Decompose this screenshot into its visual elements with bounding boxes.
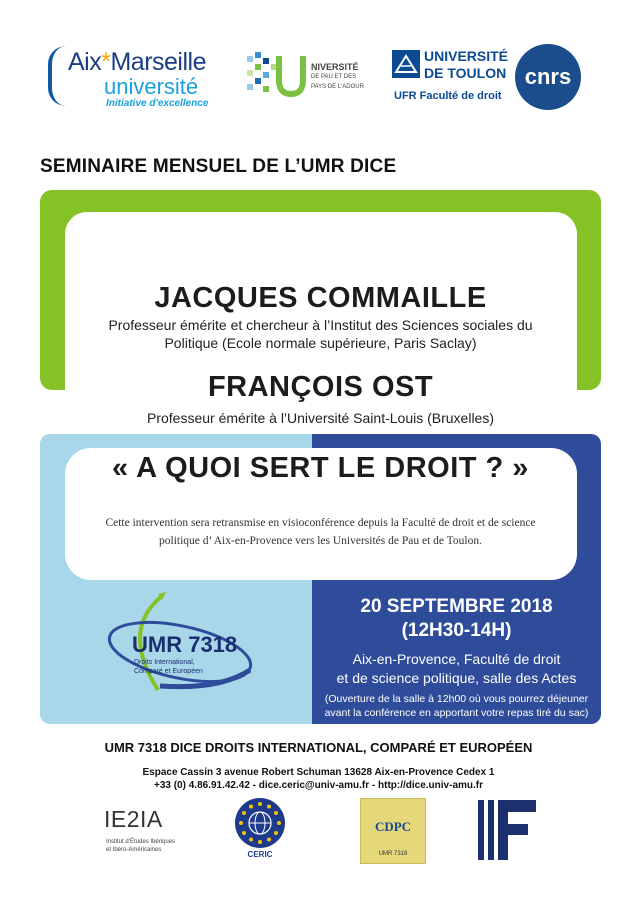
cdpc-logo — [360, 798, 426, 864]
amu-logo-aix: Aix — [68, 48, 102, 76]
utl-emblem-icon — [392, 50, 420, 78]
upa-logo-sub1: DE PAU ET DES — [311, 74, 357, 80]
utl-logo-sub: UFR Faculté de droit — [394, 90, 502, 102]
event-time: (12H30-14H) — [401, 620, 512, 641]
speaker-1-desc-line1: Professeur émérite et chercheur à l’Institut des Sciences sociales du — [108, 317, 533, 333]
event-place-line2: et de science politique, salle des Actes — [336, 670, 577, 686]
upa-logo-sub2: PAYS DE L'ADOUR — [311, 84, 364, 90]
umr-logo-title: UMR 7318 — [132, 632, 238, 657]
amu-logo — [48, 44, 233, 112]
amu-logo-marseille: Marseille — [110, 48, 206, 76]
ceric-logo — [230, 798, 290, 860]
speaker-1-description — [70, 316, 571, 352]
utl-logo-line2: DE TOULON — [424, 65, 507, 81]
umr-logo-sub1: Droits International, — [134, 659, 195, 666]
upa-logo — [245, 50, 370, 102]
ie2ia-logo — [104, 806, 184, 866]
umr-logo-sub2: Comparé et Européen — [134, 668, 203, 675]
umr-logo-subtitle — [134, 658, 203, 676]
event-note-line2: avant la conférence en apportant votre repas tiré du sac) — [324, 707, 589, 719]
upa-logo-text — [311, 62, 364, 92]
cnrs-logo — [515, 44, 581, 110]
ceric-logo-label: CERIC — [247, 850, 273, 859]
broadcast-note — [90, 514, 551, 550]
lf-logo — [476, 798, 538, 862]
talk-title: « A QUOI SERT LE DROIT ? » — [112, 452, 529, 484]
amu-logo-tagline: Initiative d'excellence — [106, 98, 209, 109]
seminar-title: SEMINAIRE MENSUEL DE L’UMR DICE — [40, 156, 397, 177]
utl-logo — [392, 48, 507, 110]
speaker-2-description: Professeur émérite à l’Université Saint-Louis (Bruxelles) — [146, 410, 495, 426]
amu-bracket-shape — [48, 46, 70, 106]
utl-logo-name — [424, 48, 508, 82]
umr-footer-title: UMR 7318 DICE DROITS INTERNATIONAL, COMPARÉ ET EUROPÉEN — [104, 740, 533, 755]
event-date: 20 SEPTEMBRE 2018 — [360, 596, 553, 617]
ie2ia-logo-sub1: Institut d’Études Ibériques — [106, 839, 176, 845]
cnrs-logo-text: cnrs — [524, 64, 572, 89]
cdpc-logo-bottom: UMR 7318 — [378, 851, 408, 857]
upa-logo-main: NIVERSITÉ — [311, 62, 359, 72]
ie2ia-logo-sub — [106, 838, 175, 854]
umr-7318-logo — [100, 590, 260, 700]
lf-logo-icon — [476, 798, 538, 862]
amu-star-icon: * — [101, 48, 111, 76]
event-note-line1: (Ouverture de la salle à 12h00 où vous pourrez déjeuner — [324, 693, 589, 705]
ie2ia-logo-sub2: et Ibéro-Américaines — [106, 847, 162, 853]
broadcast-line1: Cette intervention sera retransmise en visioconférence depuis la Faculté de droit et de science — [105, 517, 536, 529]
cdpc-logo-main: CDPC — [374, 819, 412, 834]
speaker-1-name: JACQUES COMMAILLE — [154, 282, 487, 314]
event-place-line1: Aix-en-Provence, Faculté de droit — [352, 651, 561, 667]
footer-address — [0, 766, 637, 792]
speaker-2-name: FRANÇOIS OST — [207, 371, 434, 403]
event-place — [316, 650, 597, 688]
footer-contact-line: +33 (0) 4.86.91.42.42 - dice.ceric@univ-amu.fr - http://dice.univ-amu.fr — [153, 780, 484, 791]
utl-logo-line1: UNIVERSITÉ — [424, 48, 509, 64]
amu-logo-name — [68, 48, 206, 77]
speaker-1-desc-line2: Politique (Ecole normale supérieure, Paris Saclay) — [164, 335, 477, 351]
amu-logo-universite: université — [104, 74, 199, 99]
event-note — [316, 692, 597, 720]
upa-pixel-icon — [245, 50, 307, 100]
ie2ia-logo-main: IE2IA — [104, 806, 163, 832]
broadcast-line2: politique d’ Aix-en-Provence vers les Universités de Pau et de Toulon. — [159, 535, 482, 547]
footer-address-line1: Espace Cassin 3 avenue Robert Schuman 13628 Aix-en-Provence Cedex 1 — [142, 767, 495, 778]
ceric-globe-icon — [235, 798, 285, 848]
